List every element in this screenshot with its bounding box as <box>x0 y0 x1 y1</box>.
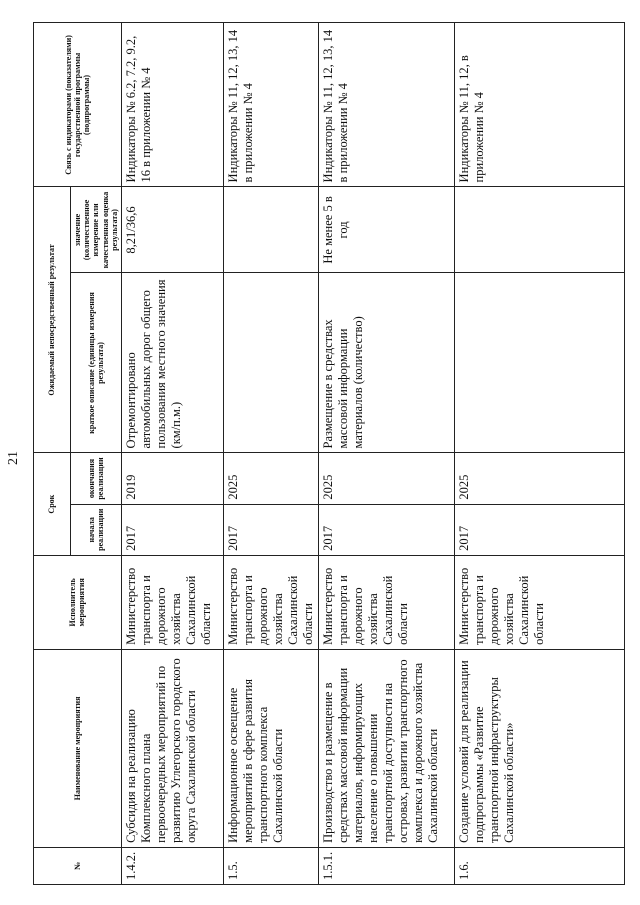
header-name: Наименование мероприятия <box>34 649 122 847</box>
row-num: 1.4.2. <box>121 847 223 884</box>
row-name: Создание условий для реализации подпрограммы «Развитие транспортной инфраструктуры Сахалинской области» <box>454 649 624 847</box>
row-result-value <box>223 187 318 273</box>
row-executor: Министерство транспорта и дорожного хозяйства Сахалинской области <box>454 555 624 649</box>
table-row <box>223 23 318 885</box>
row-link: Индикаторы № 11, 12, 13, 14 в приложении № 4 <box>223 23 318 187</box>
row-start: 2017 <box>318 504 454 555</box>
header-term-end: окончания реализации <box>71 453 122 504</box>
row-executor: Министерство транспорта и дорожного хозяйства Сахалинской области <box>121 555 223 649</box>
row-result-desc <box>223 273 318 453</box>
row-result-desc <box>454 273 624 453</box>
header-term-start: начала реализации <box>71 504 122 555</box>
row-result-value: Не менее 5 в год <box>318 187 454 273</box>
row-end: 2025 <box>454 453 624 504</box>
row-end: 2019 <box>121 453 223 504</box>
header-num: № <box>34 847 122 884</box>
header-term: Срок <box>34 453 71 555</box>
row-end: 2025 <box>318 453 454 504</box>
row-start: 2017 <box>121 504 223 555</box>
header-result-value: значение (количественное измерение или качественная оценка результата) <box>71 187 122 273</box>
row-executor: Министерство транспорта и дорожного хозяйства Сахалинской области <box>318 555 454 649</box>
row-executor: Министерство транспорта и дорожного хозяйства Сахалинской области <box>223 555 318 649</box>
row-num: 1.5.1. <box>318 847 454 884</box>
table-row <box>318 23 454 885</box>
row-result-value: 8,21/36,6 <box>121 187 223 273</box>
row-name: Субсидия на реализацию Комплексного плана первоочередных мероприятий по развитию Углегорского городского округа Сахалинской области <box>121 649 223 847</box>
table-row <box>121 23 223 885</box>
page-number: 21 <box>6 451 21 465</box>
row-link: Индикаторы № 11, 12, в приложении № 4 <box>454 23 624 187</box>
header-executor: Исполнитель мероприятия <box>34 555 122 649</box>
row-start: 2017 <box>454 504 624 555</box>
row-result-value <box>454 187 624 273</box>
row-num: 1.5. <box>223 847 318 884</box>
row-result-desc: Размещение в средствах массовой информации материалов (количество) <box>318 273 454 453</box>
row-name: Производство и размещение в средствах массовой информации материалов, информирующих население о повышении транспортной доступности на островах, развитии транспортного комплекса и дорожного хозяйства Сахалинской области <box>318 649 454 847</box>
row-result-desc: Отремонтировано автомобильных дорог общего пользования местного значения (км/п.м.) <box>121 273 223 453</box>
measures-table <box>33 22 625 885</box>
row-link: Индикаторы № 11, 12, 13, 14 в приложении № 4 <box>318 23 454 187</box>
row-num: 1.6. <box>454 847 624 884</box>
row-link: Индикаторы № 6.2, 7.2, 9.2, 16 в приложении № 4 <box>121 23 223 187</box>
row-start: 2017 <box>223 504 318 555</box>
header-link: Связь с индикаторами (показателями) государственной программы (подпрограммы) <box>34 23 122 187</box>
header-result: Ожидаемый непосредственный результат <box>34 187 71 453</box>
row-end: 2025 <box>223 453 318 504</box>
row-name: Информационное освещение мероприятий в сфере развития транспортного комплекса Сахалинской области <box>223 649 318 847</box>
header-result-desc: краткое описание (единицы измерения результата) <box>71 273 122 453</box>
table-row <box>454 23 624 885</box>
